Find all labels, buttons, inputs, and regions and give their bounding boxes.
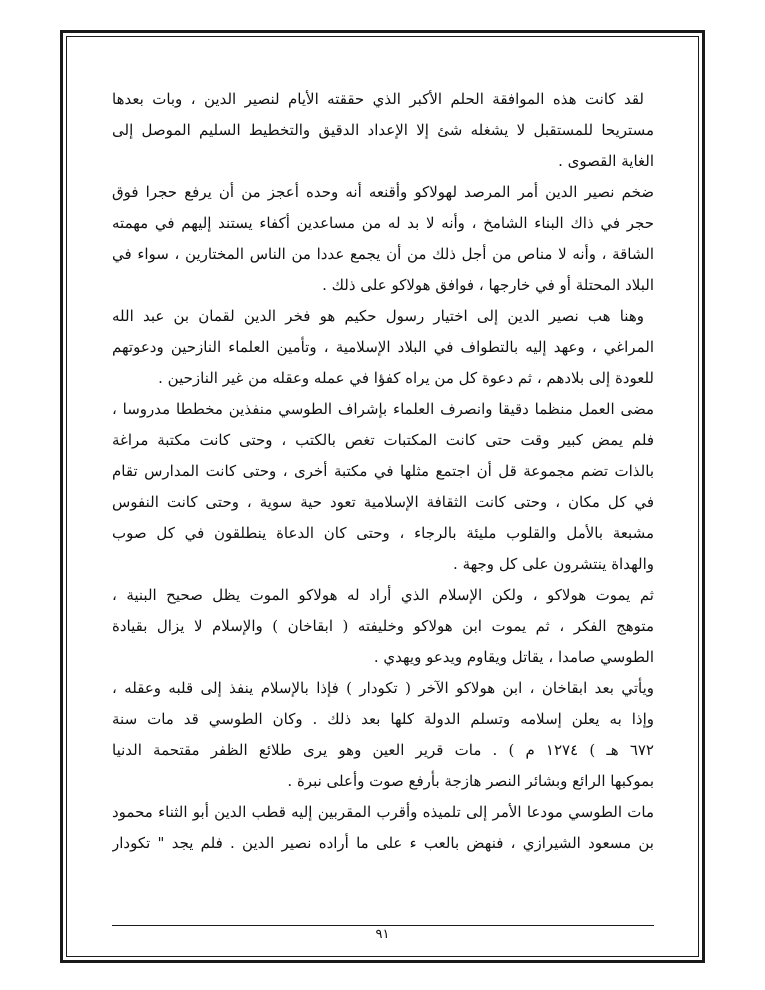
text-line: ٦٧٢ هـ ) ١٢٧٤ م ) . مات قرير العين وهو يرى طلائع الظفر مقتحمة الدنيا: [112, 741, 654, 759]
text-line: في كل مكان ، وحتى كانت الثقافة الإسلامية تعود حية سوية ، وحتى كانت النفوس: [112, 493, 654, 511]
body-text: [112, 84, 654, 859]
text-line: للعودة إلى بلادهم ، ثم دعوة كل من يراه كفؤا في عمله وعقله من غير النازحين .: [158, 369, 654, 387]
text-line: البلاد المحتلة أو في خارجها ، فوافق هولاكو على ذلك .: [322, 276, 654, 294]
text-line: مستريحا للمستقبل لا يشغله شئ إلا الإعداد الدقيق والتخطيط السليم الموصل إلى: [112, 121, 654, 139]
text-line: ضخم نصير الدين أمر المرصد لهولاكو وأقنعه أنه وحده أعجز من أن يرفع حجرا فوق: [112, 183, 654, 201]
text-line: بن مسعود الشيرازي ، فنهض بالعب ء على ما أراده نصير الدين . فلم يجد " تكودار: [112, 834, 654, 852]
text-line: الشاقة ، وأنه لا مناص من أجل ذلك من أن يجمع عددا من الناس المختارين ، سواء في: [112, 245, 654, 263]
text-line: ويأتي بعد ابقاخان ، ابن هولاكو الآخر ( تكودار ) فإذا بالإسلام ينفذ إلى قلبه وعقله ،: [112, 679, 654, 697]
text-line: وهنا هب نصير الدين إلى اختيار رسول حكيم هو فخر الدين لقمان بن عبد الله: [112, 307, 644, 325]
text-line: الطوسي صامدا ، يقاتل ويقاوم ويدعو ويهدي .: [373, 648, 654, 666]
text-line: الغاية القصوى .: [558, 152, 654, 170]
text-line: لقد كانت هذه الموافقة الحلم الأكبر الذي حققته الأيام لنصير الدين ، وبات بعدها: [112, 90, 644, 108]
text-line: مات الطوسي مودعا الأمر إلى تلميذه وأقرب المقربين إليه قطب الدين أبو الثناء محمود: [112, 803, 654, 821]
text-line: مضى العمل منظما دقيقا وانصرف العلماء بإشراف الطوسي منفذين مخططا مدروسا ،: [112, 400, 654, 418]
text-line: فلم يمض كبير وقت حتى كانت المكتبات تغص بالكتب ، وحتى كانت مكتبة مراغة: [112, 431, 654, 449]
text-line: بالذات تضم مجموعة قل أن اجتمع مثلها في مكتبة أخرى ، وحتى كانت المدارس تقام: [112, 462, 654, 480]
text-line: حجر في ذاك البناء الشامخ ، وأنه لا بد له من مساعدين أكفاء يستند إليهم في مهمته: [112, 214, 654, 232]
page-number: ٩١: [375, 927, 390, 942]
text-line: بموكبها الرائع وبشائر النصر هازجة بأرفع صوت وأعلى نبرة .: [287, 772, 654, 790]
text-line: المراغي ، وعهد إليه بالتطواف في البلاد الإسلامية ، وتأمين العلماء النازحين ودعوتهم: [112, 338, 654, 356]
text-line: وإذا به يعلن إسلامه وتسلم الدولة كلها بعد ذلك . وكان الطوسي قد مات سنة: [112, 710, 654, 728]
text-line: والهداة ينتشرون على كل وجهة .: [453, 555, 654, 573]
footer-rule: [112, 925, 654, 926]
text-line: متوهج الفكر ، ثم يموت ابن هولاكو وخليفته ( ابقاخان ) والإسلام لا يزال بقيادة: [112, 617, 654, 635]
text-line: ثم يموت هولاكو ، ولكن الإسلام الذي أراد له هولاكو الموت يظل صحيح البنية ،: [112, 586, 654, 604]
text-line: مشبعة بالأمل والقلوب مليئة بالرجاء ، وحتى كان الدعاة ينطلقون في كل صوب: [112, 524, 654, 542]
